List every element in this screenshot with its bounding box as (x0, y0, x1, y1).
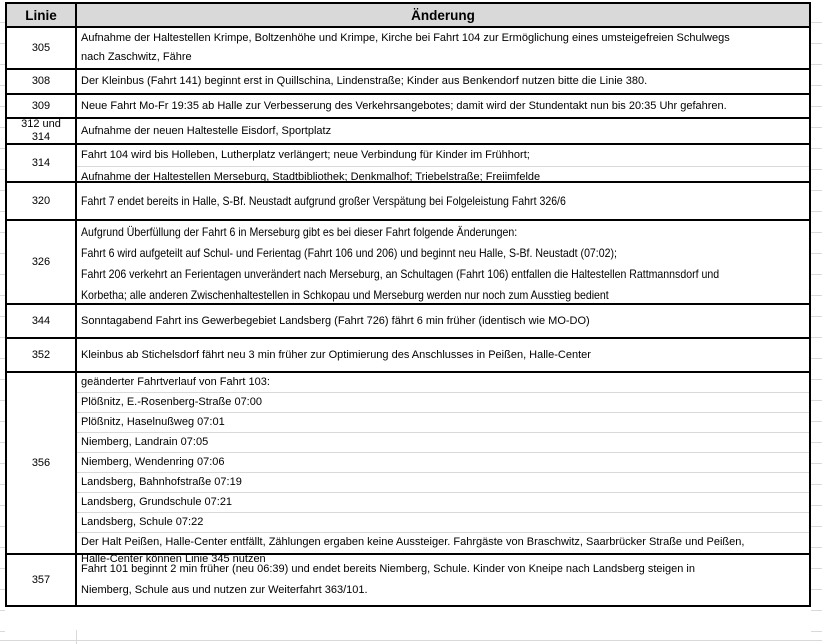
linie-cell: 312 und 314 (7, 119, 77, 143)
sheet-gridline-column-divider (76, 630, 77, 644)
linie-cell: 357 (7, 555, 77, 605)
cell-entry (77, 95, 809, 117)
column-header-aenderung: Änderung (411, 7, 475, 23)
linie-cell: 326 (7, 221, 77, 303)
linie-cell: 356 (7, 373, 77, 553)
text-line: Neue Fahrt Mo-Fr 19:35 ab Halle zur Verbesserung des Verkehrsangebotes; damit wird der Stundentakt nun bis 20:35 Uhr gefahren. (81, 99, 727, 112)
table-row-314 (7, 145, 809, 183)
cell-entry (77, 373, 809, 392)
text-line: geänderter Fahrtverlauf von Fahrt 103: (81, 376, 270, 388)
linie-cell: 352 (7, 339, 77, 371)
text-line: Plößnitz, Haselnußweg 07:01 (81, 416, 225, 428)
cell-entry (77, 339, 809, 371)
cell-entry (77, 305, 809, 337)
linie-cell: 314 (7, 145, 77, 181)
cell-entry (77, 392, 809, 412)
text-line: Fahrt 6 wird aufgeteilt auf Schul- und Ferientag (Fahrt 106 und 206) und beginnt neu Halle, S-Bf. Neustadt (07:02); (81, 246, 617, 260)
text-line: Der Halt Peißen, Halle-Center entfällt, Zählungen ergaben keine Aussteiger. Fahrgäste von Braschwitz, Saarbrücker Straße und Peißen, (81, 536, 745, 548)
text-line: Aufnahme der neuen Haltestelle Eisdorf, Sportplatz (81, 124, 332, 137)
linie-cell: 309 (7, 95, 77, 117)
text-line: Korbetha; alle anderen Zwischenhaltestellen in Schkopau und Merseburg werden nur noch zum Ausstieg bedient (81, 288, 609, 302)
text-line: Fahrt 104 wird bis Holleben, Lutherplatz verlängert; neue Verbindung für Kinder im Frühhort; (81, 149, 530, 161)
column-header-linie: Linie (7, 4, 77, 26)
text-line: Aufnahme der Haltestellen Merseburg, Stadtbibliothek; Denkmalhof; Triebelstraße; Freiimfelde (81, 171, 541, 183)
line-changes-table (5, 2, 811, 607)
aenderung-cell (77, 555, 809, 605)
text-line: Niemberg, Wendenring 07:06 (81, 456, 225, 468)
linie-cell: 305 (7, 28, 77, 68)
linie-cell: 344 (7, 305, 77, 337)
cell-entry (77, 492, 809, 512)
aenderung-cell (77, 145, 809, 181)
text-line: Fahrt 206 verkehrt an Ferientagen unverändert nach Merseburg, an Schultagen (Fahrt 106) entfallen die Haltestellen Rattmannsdorf und (81, 267, 720, 281)
cell-entry (77, 183, 809, 219)
text-line: Aufnahme der Haltestellen Krimpe, Boltzenhöhe und Krimpe, Kirche bei Fahrt 104 zur Ermöglichung eines umsteigefreien Schulwegs (81, 32, 730, 44)
cell-entry (77, 145, 809, 166)
cell-entry (77, 28, 809, 68)
text-line: Landsberg, Bahnhofstraße 07:19 (81, 476, 242, 488)
table-row-352 (7, 339, 809, 373)
text-line: Fahrt 7 endet bereits in Halle, S-Bf. Neustadt aufgrund großer Verspätung bei Folgeleistung Fahrt 326/6 (81, 193, 566, 208)
aenderung-cell (77, 95, 809, 117)
text-line: Halle-Center können Linie 345 nutzen (81, 553, 266, 565)
table-row-308 (7, 70, 809, 95)
cell-entry (77, 412, 809, 432)
aenderung-cell (77, 28, 809, 68)
text-line: Landsberg, Grundschule 07:21 (81, 496, 233, 508)
aenderung-cell (77, 305, 809, 337)
sheet-gridline-bottom (0, 640, 822, 641)
table-header-row (7, 4, 809, 28)
table-row-356 (7, 373, 809, 565)
table-row-357 (7, 555, 809, 605)
text-line: Sonntagabend Fahrt ins Gewerbegebiet Landsberg (Fahrt 726) fährt 6 min früher (identisch wie MO-DO) (81, 314, 590, 327)
table-row-312-314 (7, 119, 809, 145)
table-row-326 (7, 221, 809, 305)
cell-entry (77, 221, 809, 307)
aenderung-cell (77, 339, 809, 371)
cell-entry (77, 432, 809, 452)
table-row-344 (7, 305, 809, 339)
table-row-320 (7, 183, 809, 221)
cell-entry (77, 119, 809, 143)
cell-entry (77, 452, 809, 472)
aenderung-cell (77, 70, 809, 93)
sheet-gridlines-right (811, 2, 822, 640)
text-line: nach Zaschwitz, Fähre (81, 51, 192, 63)
text-line: Plößnitz, E.-Rosenberg-Straße 07:00 (81, 396, 262, 408)
text-line: Niemberg, Landrain 07:05 (81, 436, 209, 448)
text-line: Niemberg, Schule aus und nutzen zur Weiterfahrt 363/101. (81, 584, 368, 596)
text-line: Landsberg, Schule 07:22 (81, 516, 204, 528)
text-line: Aufgrund Überfüllung der Fahrt 6 in Merseburg gibt es bei dieser Fahrt folgende Änderungen: (81, 225, 518, 239)
table-row-305 (7, 28, 809, 70)
table-row-309 (7, 95, 809, 119)
cell-entry (77, 512, 809, 532)
linie-cell: 308 (7, 70, 77, 93)
aenderung-cell (77, 119, 809, 143)
aenderung-cell (77, 373, 809, 565)
cell-entry (77, 555, 809, 605)
aenderung-cell (77, 221, 809, 303)
aenderung-cell (77, 183, 809, 219)
cell-entry (77, 70, 809, 93)
text-line: Fahrt 101 beginnt 2 min früher (neu 06:39) und endet bereits Niemberg, Schule. Kinder von Kneipe nach Landsberg steigen in (81, 563, 695, 575)
cell-entry (77, 472, 809, 492)
text-line: Der Kleinbus (Fahrt 141) beginnt erst in Quillschina, Lindenstraße; Kinder aus Benkendorf nutzen bitte die Linie 380. (81, 75, 648, 87)
text-line: Kleinbus ab Stichelsdorf fährt neu 3 min früher zur Optimierung des Anschlusses in Peißen, Halle-Center (81, 348, 591, 361)
linie-cell: 320 (7, 183, 77, 219)
